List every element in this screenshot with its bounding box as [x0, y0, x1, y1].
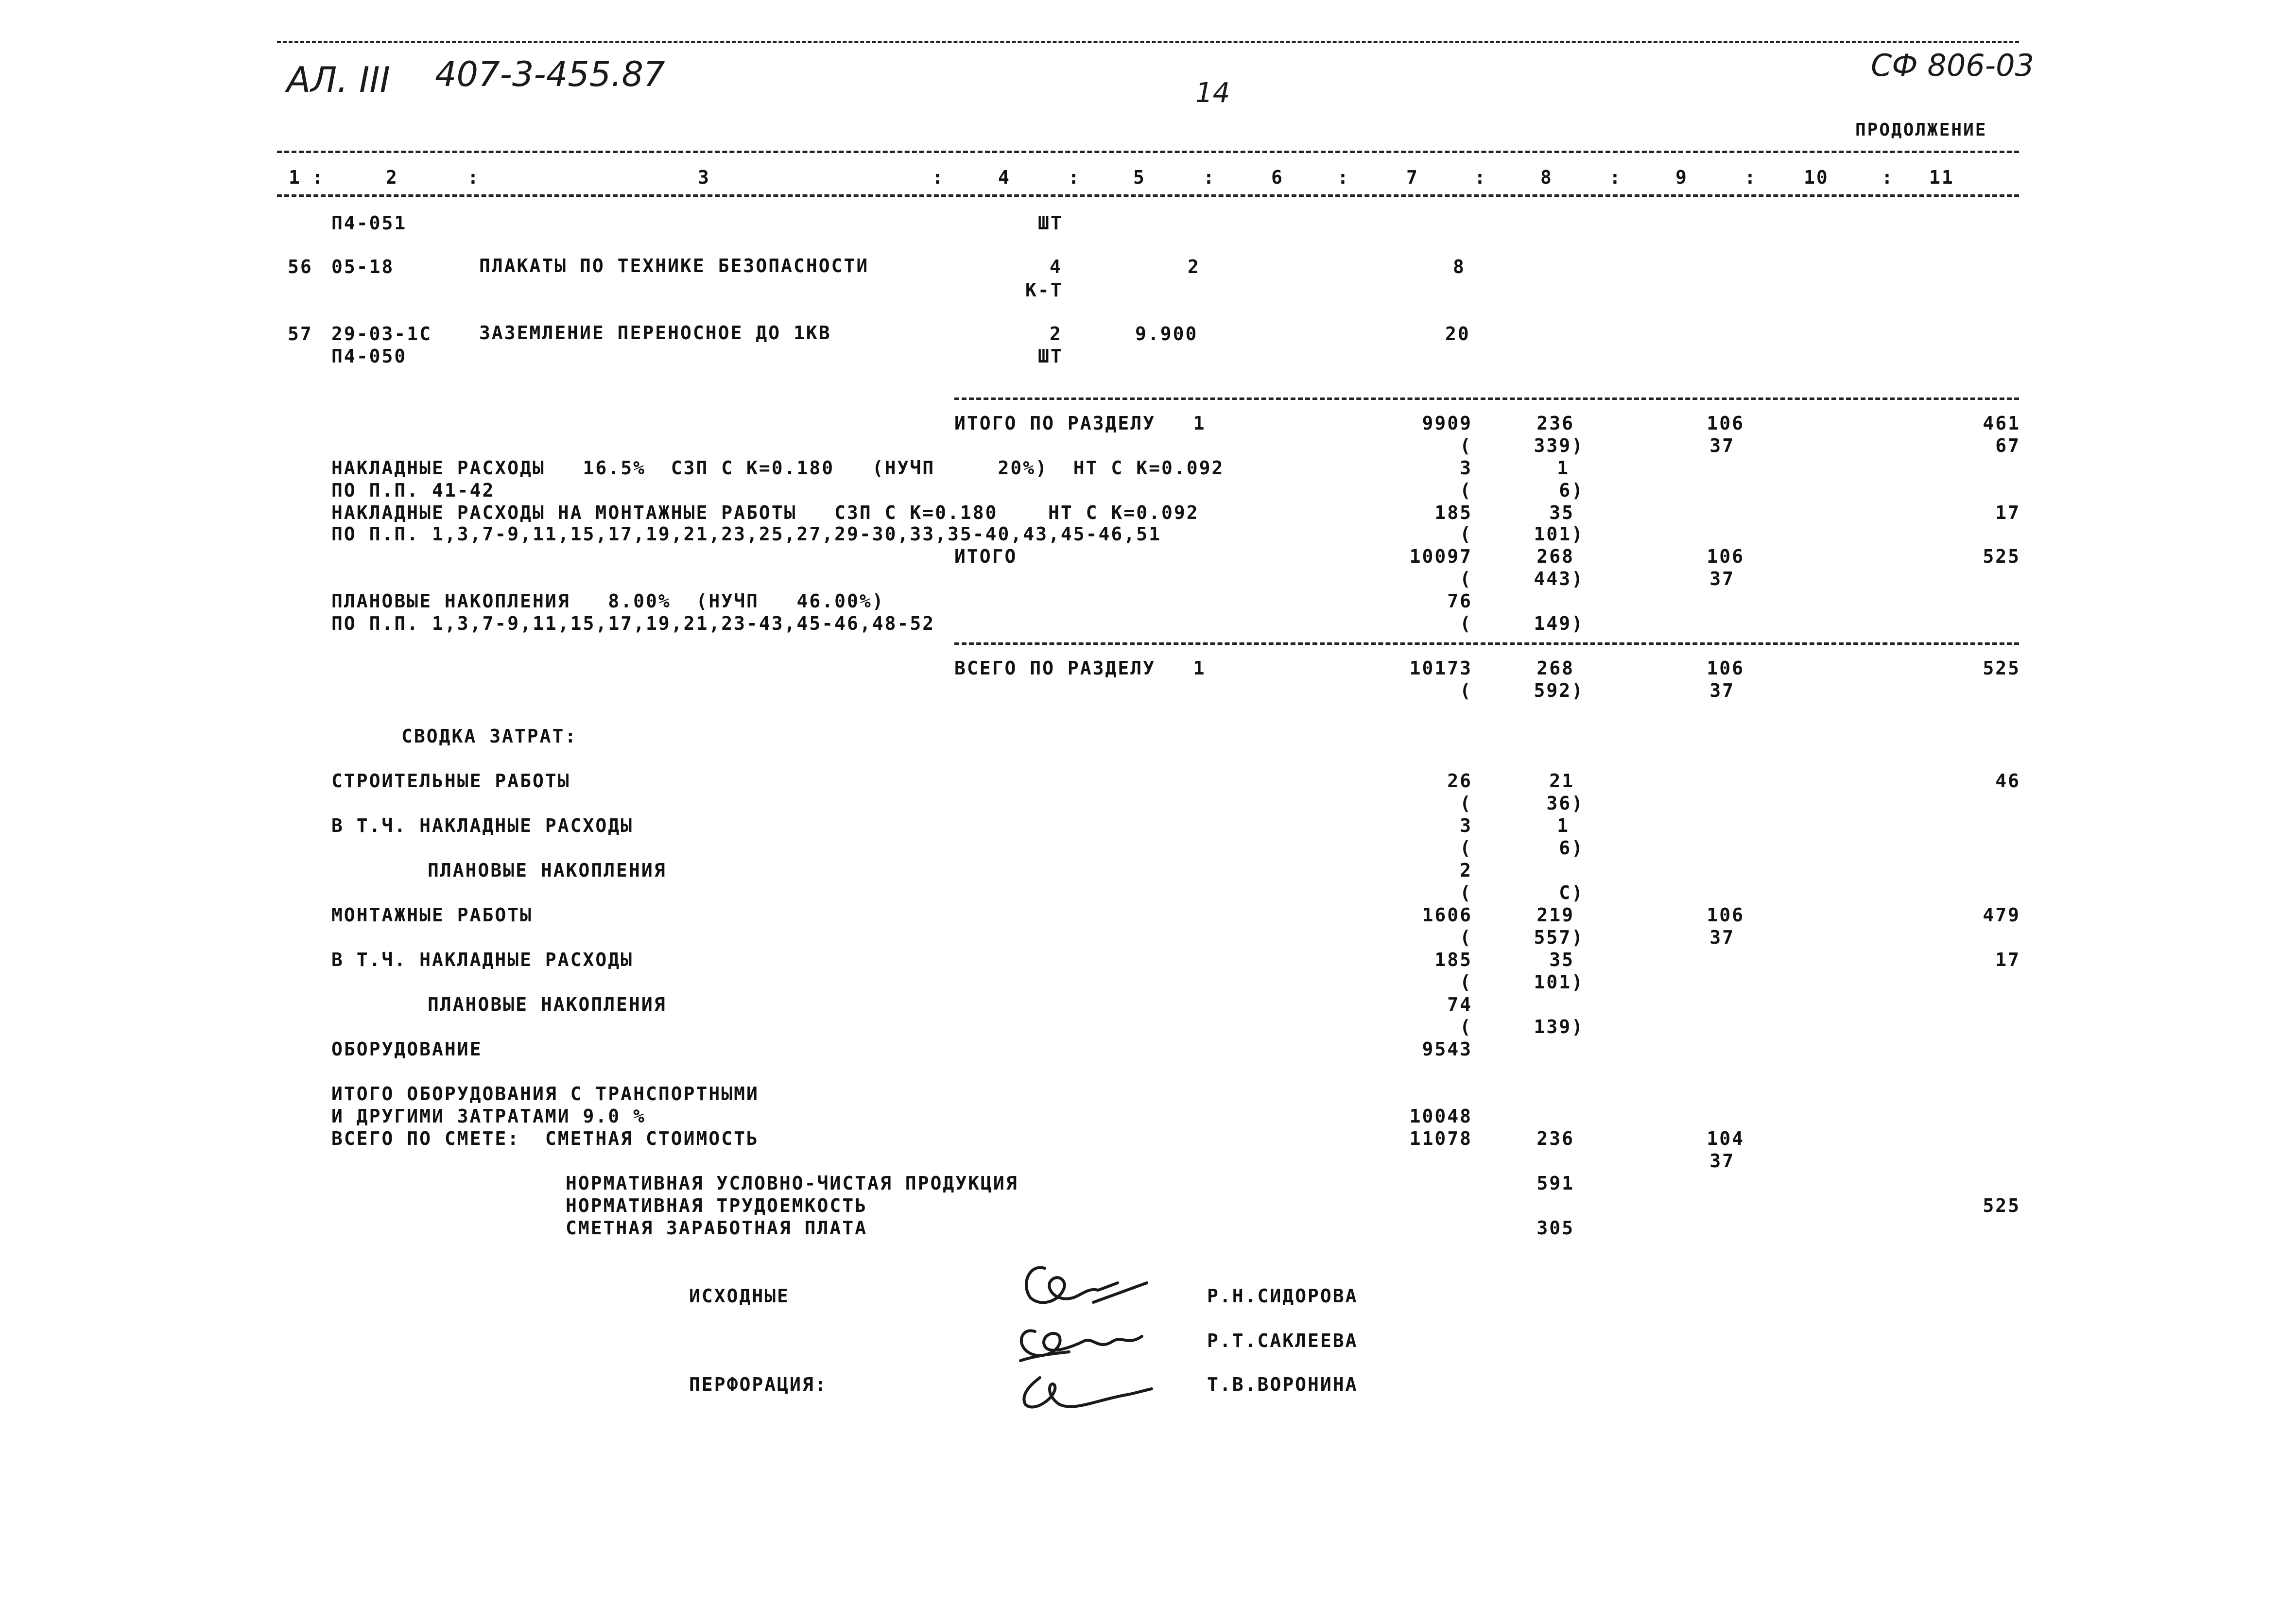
- summary-incl-overhead2-label: В Т.Ч. НАКЛАДНЫЕ РАСХОДЫ: [331, 949, 634, 970]
- summary-construction-c7: 26: [1447, 770, 1472, 792]
- overhead-c8b: 6): [1559, 480, 1584, 501]
- summary-incl-overhead2-c8: 35: [1549, 949, 1574, 970]
- summary-construction-c11: 46: [1995, 770, 2020, 792]
- summary-mounting-c9b: 37: [1709, 927, 1735, 948]
- section-grand-c8: 268: [1536, 657, 1574, 679]
- summary-mounting-c8: 219: [1536, 904, 1574, 926]
- row-code: 05-18: [331, 256, 395, 277]
- subtotal-label: ИТОГО: [954, 546, 1018, 567]
- summary-incl-overhead2-c7: 185: [1434, 949, 1472, 970]
- col-sep: :: [312, 167, 325, 188]
- row-unit: ШТ: [1038, 346, 1063, 367]
- estimate-total-label: ВСЕГО ПО СМЕТЕ: СМЕТНАЯ СТОИМОСТЬ: [331, 1128, 759, 1149]
- summary-equipment-total-label: ИТОГО ОБОРУДОВАНИЯ С ТРАНСПОРТНЫМИ: [331, 1083, 759, 1105]
- section-total-c9: 106: [1707, 413, 1744, 434]
- paren-open: (: [1460, 480, 1472, 501]
- subtotal-c7: 10097: [1409, 546, 1472, 567]
- paren-open: (: [1460, 680, 1472, 701]
- col-10: 10: [1804, 167, 1829, 188]
- col-sep: :: [1203, 167, 1216, 188]
- col-2: 2: [386, 167, 398, 188]
- col-6: 6: [1271, 167, 1284, 188]
- estimate-total-c7: 11078: [1409, 1128, 1472, 1149]
- overhead-line: НАКЛАДНЫЕ РАСХОДЫ 16.5% СЗП С К=0.180 (НУЧП 20%) НТ С К=0.092: [331, 457, 1225, 479]
- summary-incl-overhead-label: В Т.Ч. НАКЛАДНЫЕ РАСХОДЫ: [331, 815, 634, 836]
- subtotal-c8b: 443): [1534, 568, 1584, 589]
- normative-labor-c11: 525: [1983, 1195, 2020, 1216]
- section-total-c7: 9909: [1422, 413, 1472, 434]
- paren-open: (: [1460, 882, 1472, 903]
- estimated-wages-c8: 305: [1536, 1217, 1574, 1239]
- summary-title: СВОДКА ЗАТРАТ:: [401, 726, 578, 747]
- overhead-mounting-c8: 35: [1549, 502, 1574, 523]
- subtotal-c8: 268: [1536, 546, 1574, 567]
- summary-mounting-c7: 1606: [1422, 904, 1472, 926]
- estimate-total-c9: 104: [1707, 1128, 1744, 1149]
- overhead-mounting-line: НАКЛАДНЫЕ РАСХОДЫ НА МОНТАЖНЫЕ РАБОТЫ СЗП С К=0.180 НТ С К=0.092: [331, 502, 1199, 523]
- row-qty: 4: [1050, 256, 1062, 277]
- summary-incl-overhead-c8: 1: [1557, 815, 1570, 836]
- summary-incl-overhead2-c8b: 101): [1534, 971, 1584, 993]
- summary-planned-c7: 2: [1460, 860, 1472, 881]
- summary-equipment-label: ОБОРУДОВАНИЕ: [331, 1038, 483, 1060]
- handwritten-signatures: [1001, 1249, 1205, 1424]
- continuation-label: ПРОДОЛЖЕНИЕ: [1855, 120, 1987, 140]
- paren-open: (: [1460, 435, 1472, 456]
- header-rule-top: [277, 151, 2019, 153]
- summary-planned2-label: ПЛАНОВЫЕ НАКОПЛЕНИЯ: [428, 994, 667, 1015]
- row-unit: К-Т: [1025, 279, 1063, 301]
- summary-equipment-total-label2: И ДРУГИМИ ЗАТРАТАМИ 9.0 %: [331, 1106, 646, 1127]
- section-grand-c7: 10173: [1409, 657, 1472, 679]
- header-rule-bottom: [277, 194, 2019, 197]
- overhead-c7: 3: [1460, 457, 1472, 479]
- summary-equipment-total-c7: 10048: [1409, 1106, 1472, 1127]
- col-sep: :: [467, 167, 480, 188]
- paren-open: (: [1460, 837, 1472, 859]
- signatory-name-1: Р.Н.СИДОРОВА: [1207, 1285, 1358, 1307]
- project-code: 407-3-455.87: [435, 54, 665, 94]
- top-rule: [277, 41, 2019, 43]
- paren-open: (: [1460, 1016, 1472, 1037]
- estimated-wages-label: СМЕТНАЯ ЗАРАБОТНАЯ ПЛАТА: [566, 1217, 868, 1239]
- paren-open: (: [1460, 971, 1472, 993]
- summary-mounting-c8b: 557): [1534, 927, 1584, 948]
- overhead-mounting-c7: 185: [1434, 502, 1472, 523]
- overhead-mounting-c11: 17: [1995, 502, 2020, 523]
- col-sep: :: [1882, 167, 1894, 188]
- overhead-mounting-c8b: 101): [1534, 523, 1584, 545]
- summary-incl-overhead-c8b: 6): [1559, 837, 1584, 859]
- section-total-c8b: 339): [1534, 435, 1584, 456]
- col-4: 4: [998, 167, 1011, 188]
- normative-product-c8: 591: [1536, 1173, 1574, 1194]
- summary-construction-label: СТРОИТЕЛЬНЫЕ РАБОТЫ: [331, 770, 570, 792]
- row-qty: 2: [1050, 323, 1062, 345]
- source-data-label: ИСХОДНЫЕ: [689, 1285, 790, 1307]
- col-11: 11: [1929, 167, 1954, 188]
- signatory-name-3: Т.В.ВОРОНИНА: [1207, 1374, 1358, 1395]
- row-number: 56: [288, 256, 313, 277]
- col-8: 8: [1540, 167, 1553, 188]
- section-total-c9b: 37: [1709, 435, 1735, 456]
- paren-open: (: [1460, 613, 1472, 634]
- summary-mounting-label: МОНТАЖНЫЕ РАБОТЫ: [331, 904, 533, 926]
- summary-construction-c8: 21: [1549, 770, 1574, 792]
- overhead-ref: ПО П.П. 41-42: [331, 480, 495, 501]
- summary-incl-overhead-c7: 3: [1460, 815, 1472, 836]
- overhead-c8: 1: [1557, 457, 1570, 479]
- summary-mounting-c9: 106: [1707, 904, 1744, 926]
- estimate-total-c9b: 37: [1709, 1150, 1735, 1172]
- doc-code: СФ 806-03: [1871, 48, 2034, 83]
- row-name: ЗАЗЕМЛЕНИЕ ПЕРЕНОСНОЕ ДО 1КВ: [479, 322, 831, 344]
- album-mark: АЛ. III: [287, 59, 390, 100]
- planned-savings-line: ПЛАНОВЫЕ НАКОПЛЕНИЯ 8.00% (НУЧП 46.00%): [331, 590, 885, 612]
- section-rule: [954, 397, 2019, 400]
- col-sep: :: [1068, 167, 1081, 188]
- col-sep: :: [1337, 167, 1350, 188]
- paren-open: (: [1460, 927, 1472, 948]
- estimate-total-c8: 236: [1536, 1128, 1574, 1149]
- section-total-label: ИТОГО ПО РАЗДЕЛУ 1: [954, 413, 1206, 434]
- row-code: П4-051: [331, 212, 407, 234]
- col-1: 1: [289, 167, 301, 188]
- row-number: 57: [288, 323, 313, 345]
- paren-open: (: [1460, 568, 1472, 589]
- section-grand-c8b: 592): [1534, 680, 1584, 701]
- row-price: 9.900: [1135, 323, 1198, 345]
- section-total-c11: 461: [1983, 413, 2020, 434]
- paren-open: (: [1460, 793, 1472, 814]
- section-grand-c11: 525: [1983, 657, 2020, 679]
- row-code: 29-03-1С: [331, 323, 432, 345]
- overhead-mounting-ref: ПО П.П. 1,3,7-9,11,15,17,19,21,23,25,27,29-30,33,35-40,43,45-46,51: [331, 523, 1161, 545]
- col-3: 3: [698, 167, 710, 188]
- planned-savings-ref: ПО П.П. 1,3,7-9,11,15,17,19,21,23-43,45-46,48-52: [331, 613, 935, 634]
- section-total-rule: [954, 642, 2019, 645]
- section-total-c8: 236: [1536, 413, 1574, 434]
- row-unit: ШТ: [1038, 212, 1063, 234]
- summary-planned-c8b: С): [1559, 882, 1584, 903]
- col-7: 7: [1406, 167, 1419, 188]
- row-price: 2: [1188, 256, 1200, 277]
- col-sep: :: [932, 167, 945, 188]
- summary-construction-c8b: 36): [1546, 793, 1584, 814]
- normative-product-label: НОРМАТИВНАЯ УСЛОВНО-ЧИСТАЯ ПРОДУКЦИЯ: [566, 1173, 1019, 1194]
- col-9: 9: [1675, 167, 1688, 188]
- subtotal-c9b: 37: [1709, 568, 1735, 589]
- summary-equipment-c7: 9543: [1422, 1038, 1472, 1060]
- row-code: П4-050: [331, 346, 407, 367]
- row-name: ПЛАКАТЫ ПО ТЕХНИКЕ БЕЗОПАСНОСТИ: [479, 255, 869, 276]
- summary-planned-label: ПЛАНОВЫЕ НАКОПЛЕНИЯ: [428, 860, 667, 881]
- col-sep: :: [1744, 167, 1757, 188]
- page-number: 14: [1195, 77, 1230, 109]
- paren-open: (: [1460, 523, 1472, 545]
- summary-planned2-c8b: 139): [1534, 1016, 1584, 1037]
- summary-planned2-c7: 74: [1447, 994, 1472, 1015]
- row-cost: 8: [1453, 256, 1466, 277]
- section-total-c11b: 67: [1995, 435, 2020, 456]
- section-grand-c9: 106: [1707, 657, 1744, 679]
- perforation-label: ПЕРФОРАЦИЯ:: [689, 1374, 828, 1395]
- summary-mounting-c11: 479: [1983, 904, 2020, 926]
- signatory-name-2: Р.Т.САКЛЕЕВА: [1207, 1330, 1358, 1351]
- planned-savings-c8b: 149): [1534, 613, 1584, 634]
- summary-incl-overhead2-c11: 17: [1995, 949, 2020, 970]
- col-sep: :: [1609, 167, 1622, 188]
- col-5: 5: [1133, 167, 1146, 188]
- planned-savings-c7: 76: [1447, 590, 1472, 612]
- subtotal-c9: 106: [1707, 546, 1744, 567]
- subtotal-c11: 525: [1983, 546, 2020, 567]
- row-cost: 20: [1445, 323, 1470, 345]
- col-sep: :: [1474, 167, 1487, 188]
- section-grand-c9b: 37: [1709, 680, 1735, 701]
- normative-labor-label: НОРМАТИВНАЯ ТРУДОЕМКОСТЬ: [566, 1195, 868, 1216]
- section-grand-label: ВСЕГО ПО РАЗДЕЛУ 1: [954, 657, 1206, 679]
